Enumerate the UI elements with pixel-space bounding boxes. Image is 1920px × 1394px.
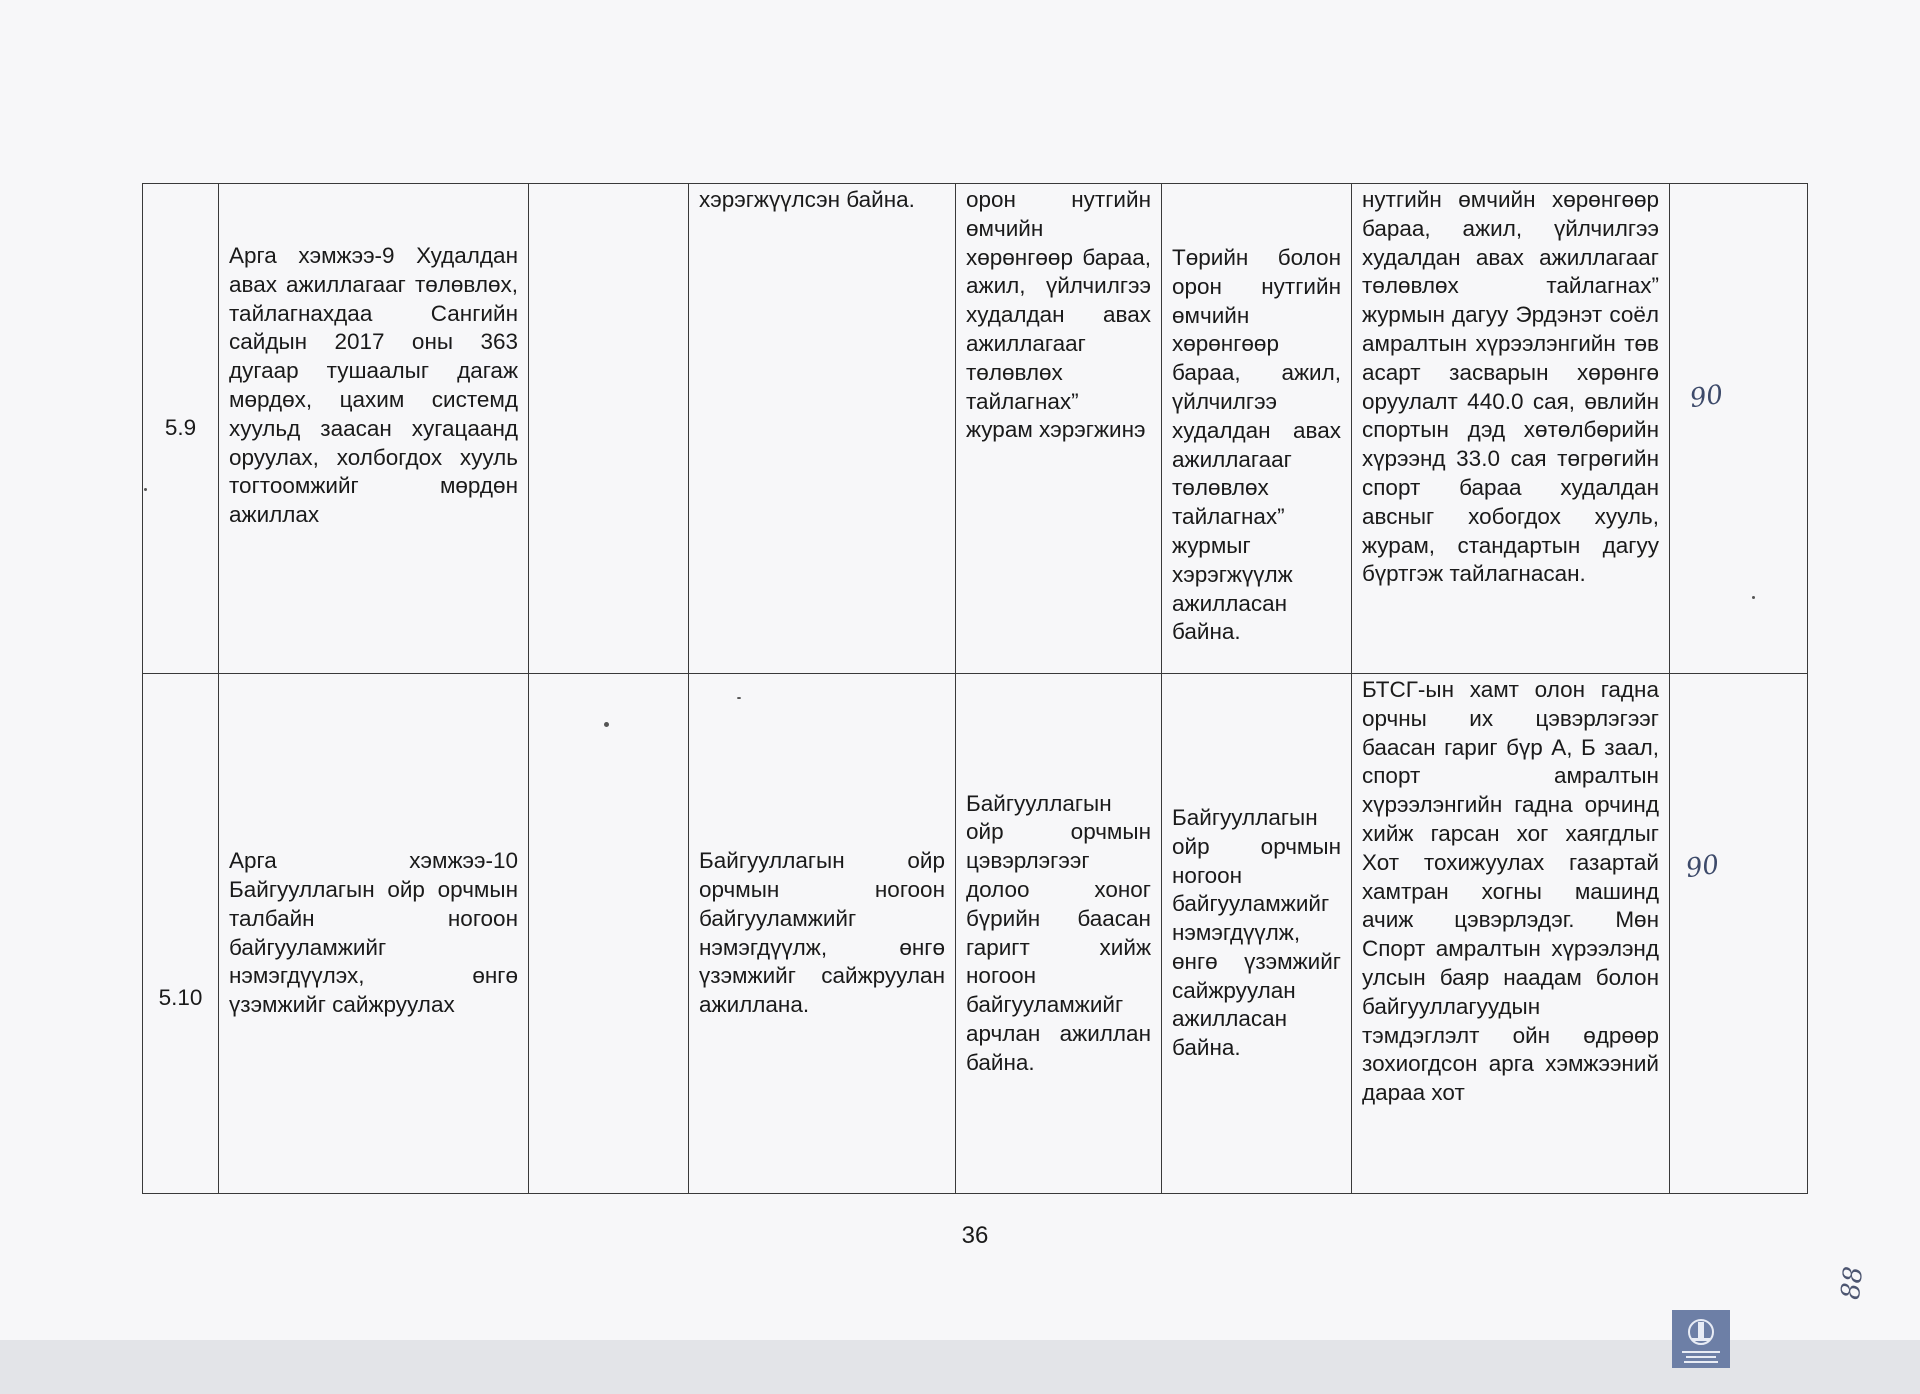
page-number: 36 [961, 1222, 989, 1249]
result-cell: Төрийн болон орон нутгийн өмчийн хөрөнгөөр бараа, ажил, үйлчилгээ худалдан авах ажиллагааг төлөвлөх тайлагнах” журмыг хэрэгжүүлж ажилласан байна. [1162, 184, 1352, 674]
report-cell: нутгийн өмчийн хөрөнгөөр бараа, ажил, үйлчилгээ худалдан авах ажиллагааг төлөвлөх тайлагнах” журмын дагуу Эрдэнэт соёл амралтын хүрээлэнгийн төв асарт засварын хөрөнгө оруулалт 440.0 сая, өвлийн спортын дэд хөтөлбөрийн хүрээнд 33.0 сая төгрөгийн спорт бараа худалдан авсныг хобогдох хууль, журам, стандартын дагуу бүртгэж тайлагнасан. [1352, 184, 1670, 674]
table-row [143, 184, 1808, 674]
measure-cell: Арга хэмжээ-10 Байгууллагын ойр орчмын талбайн ногоон байгууламжийг нэмэгдүүлэх, өнгө үзэмжийг сайжруулах [219, 674, 529, 1194]
scan-speck [604, 722, 609, 727]
report-cell: БТСГ-ын хамт олон гадна орчны их цэвэрлэгээг баасан гариг бүр А, Б заал, спорт амралтын хүрээлэнгийн гадна орчинд хийж гарсан хог хаягдлыг Хот тохижуулах газартай хамтран хогны машинд ачиж цэвэрлэдэг. Мөн Спорт амралтын хүрээлэнд улсын баяр наадам болон байгууллагуудын тэмдэглэлт ойн өдрөөр зохиогдсон арга хэмжээний дараа хот [1352, 674, 1670, 1194]
emblem-stamp-icon [1672, 1310, 1730, 1368]
margin-handwritten-mark: 88 [1835, 1264, 1870, 1302]
indicator-cell: Байгууллагын ойр орчмын цэвэрлэгээг долоо хоног бүрийн баасан гаригт хийж ногоон байгууламжийг арчлан ажиллан байна. [956, 674, 1162, 1194]
scan-speck [737, 697, 741, 699]
plan-cell: хэрэгжүүлсэн байна. [689, 184, 956, 674]
scan-speck [144, 488, 147, 491]
score-cell [1670, 674, 1808, 1194]
handwritten-score: 90 [1684, 849, 1722, 885]
row-number: 5.9 [143, 184, 219, 674]
result-cell: Байгууллагын ойр орчмын ногоон байгууламжийг нэмэгдүүлж, өнгө үзэмжийг сайжруулан ажилласан байна. [1162, 674, 1352, 1194]
plan-cell: Байгууллагын ойр орчмын ногоон байгууламжийг нэмэгдүүлж, өнгө үзэмжийг сайжруулан ажиллана. [689, 674, 956, 1194]
table-row [143, 674, 1808, 1194]
score-cell [1670, 184, 1808, 674]
scan-speck [1752, 596, 1755, 599]
empty-cell [529, 184, 689, 674]
measure-cell: Арга хэмжээ-9 Худалдан авах ажиллагааг төлөвлөх, тайлагнахдаа Сангийн сайдын 2017 оны 363 дугаар тушаалыг дагаж мөрдөх, цахим системд хуульд заасан хугацаанд оруулах, холбогдох хууль тогтоомжийг мөрдөн ажиллах [219, 184, 529, 674]
empty-cell [529, 674, 689, 1194]
handwritten-score: 90 [1688, 379, 1726, 415]
report-table [142, 183, 1808, 1194]
indicator-cell: орон нутгийн өмчийн хөрөнгөөр бараа, ажил, үйлчилгээ худалдан авах ажиллагааг төлөвлөх тайлагнах” журам хэрэгжинэ [956, 184, 1162, 674]
row-number: 5.10 [143, 674, 219, 1194]
scan-bottom-band [0, 1340, 1920, 1394]
